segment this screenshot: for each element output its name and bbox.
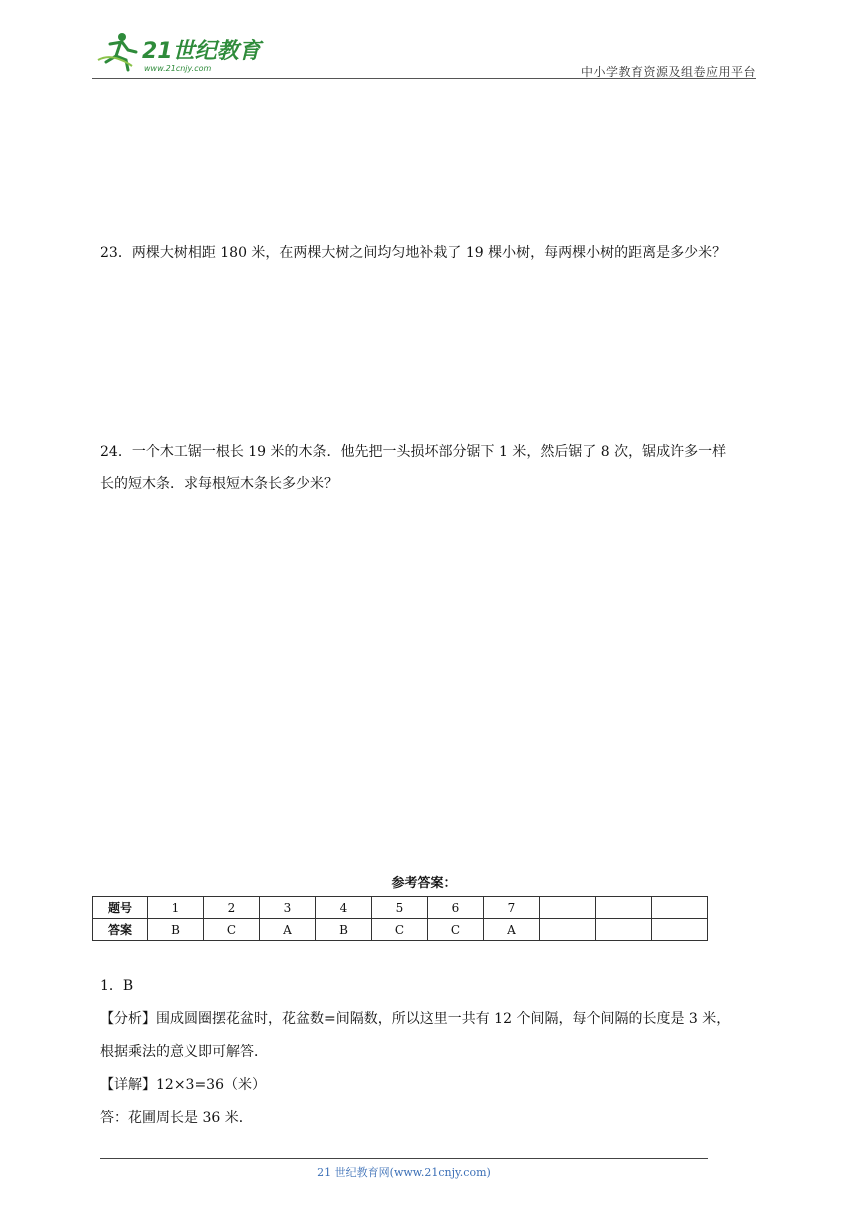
logo-21cnjy	[92, 30, 267, 74]
table-row-numbers	[93, 897, 708, 919]
solution-detail: 【详解】12×3=36（米）	[100, 1077, 266, 1093]
header-site-name: 中小学教育资源及组卷应用平台	[580, 65, 756, 79]
number-cell: 6	[428, 897, 484, 919]
question-24-line-2: 长的短木条．求每根短木条长多少米？	[100, 476, 338, 492]
header-divider	[92, 78, 756, 79]
number-cell	[540, 897, 596, 919]
number-cell: 4	[316, 897, 372, 919]
answer-cell	[540, 919, 596, 941]
solution-answer-heading: 1．B	[100, 978, 134, 994]
question-23-text: 23．两棵大树相距 180 米，在两棵大树之间均匀地补栽了 19 棵小树，每两棵小树的距离是多少米？	[100, 245, 727, 261]
answer-cell	[596, 919, 652, 941]
answer-key-table	[92, 896, 708, 941]
answer-cell: A	[260, 919, 316, 941]
solution-analysis-line-2: 根据乘法的意义即可解答．	[100, 1044, 268, 1060]
number-cell: 5	[372, 897, 428, 919]
answer-cell: B	[316, 919, 372, 941]
solution-analysis-line-1: 【分析】围成圆圈摆花盆时，花盆数=间隔数，所以这里一共有 12 个间隔，每个间隔的长度是 3 米，	[100, 1011, 731, 1027]
question-23	[100, 237, 764, 269]
answer-cell: C	[372, 919, 428, 941]
row-label-number: 题号	[93, 897, 148, 919]
answer-cell: A	[484, 919, 540, 941]
number-cell: 3	[260, 897, 316, 919]
solution-1	[100, 970, 764, 1135]
table-row-answers	[93, 919, 708, 941]
answer-key-title: 参考答案：	[391, 876, 457, 891]
footer-site-link[interactable]: 21 世纪教育网(www.21cnjy.com)	[317, 1166, 491, 1179]
number-cell: 2	[204, 897, 260, 919]
solution-final-answer: 答：花圃周长是 36 米．	[100, 1110, 253, 1126]
answer-cell: B	[148, 919, 204, 941]
question-24-line-1: 24．一个木工锯一根长 19 米的木条．他先把一头损坏部分锯下 1 米，然后锯了 8 次，锯成许多一样	[100, 444, 727, 460]
footer-divider	[100, 1158, 708, 1159]
answer-cell: C	[204, 919, 260, 941]
number-cell: 1	[148, 897, 204, 919]
answer-cell: C	[428, 919, 484, 941]
number-cell	[596, 897, 652, 919]
page-header	[92, 30, 756, 78]
question-24	[100, 436, 764, 500]
answer-cell	[652, 919, 708, 941]
logo-url: www.21cnjy.com	[144, 64, 212, 73]
logo-text: 21世纪教育	[142, 39, 261, 64]
number-cell	[652, 897, 708, 919]
row-label-answer: 答案	[93, 919, 148, 941]
number-cell: 7	[484, 897, 540, 919]
